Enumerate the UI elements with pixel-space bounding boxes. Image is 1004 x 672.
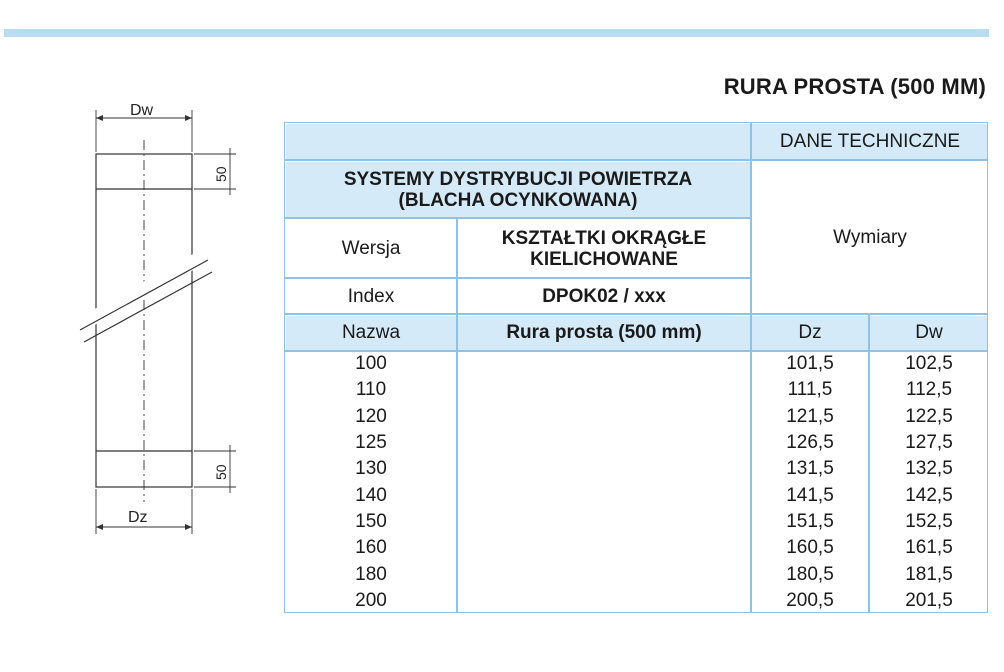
empty-cell (457, 535, 751, 561)
header-blank (285, 123, 751, 161)
nazwa-value: Rura prosta (500 mm) (457, 315, 751, 351)
dz-cell: 121,5 (751, 404, 869, 430)
dw-cell: 102,5 (869, 351, 989, 377)
wersja-label: Wersja (285, 219, 457, 279)
dz-cell: 111,5 (751, 377, 869, 403)
table-row (285, 456, 989, 482)
empty-cell (457, 482, 751, 508)
size-cell: 110 (285, 377, 457, 403)
index-value: DPOK02 / xxx (457, 279, 751, 315)
dw-label: Dw (130, 102, 154, 119)
dane-techniczne-header: DANE TECHNICZNE (751, 123, 989, 161)
table-row (285, 351, 989, 377)
size-cell: 150 (285, 509, 457, 535)
column-dw-header: Dw (869, 315, 989, 351)
table-row (285, 509, 989, 535)
break-line-1 (80, 260, 208, 330)
size-cell: 130 (285, 456, 457, 482)
wersja-line-1: KSZTAŁTKI OKRĄGŁE (501, 228, 707, 249)
dz-cell: 160,5 (751, 535, 869, 561)
size-cell: 180 (285, 561, 457, 587)
size-cell: 125 (285, 430, 457, 456)
spec-table (284, 122, 990, 615)
dz-cell: 180,5 (751, 561, 869, 587)
wersja-line-2: KIELICHOWANE (530, 249, 678, 270)
empty-cell (457, 404, 751, 430)
size-rows (285, 351, 989, 614)
dim-top-50: 50 (213, 166, 229, 182)
wymiary-header: Wymiary (751, 161, 989, 315)
empty-cell (457, 509, 751, 535)
empty-cell (457, 588, 751, 614)
empty-cell (457, 430, 751, 456)
dw-cell: 112,5 (869, 377, 989, 403)
nazwa-label: Nazwa (285, 315, 457, 351)
size-cell: 120 (285, 404, 457, 430)
empty-cell (457, 351, 751, 377)
dz-cell: 200,5 (751, 588, 869, 614)
table-row (285, 588, 989, 614)
dz-cell: 141,5 (751, 482, 869, 508)
table-row (285, 404, 989, 430)
index-label: Index (285, 279, 457, 315)
dw-cell: 181,5 (869, 561, 989, 587)
column-dz-header: Dz (751, 315, 869, 351)
empty-cell (457, 377, 751, 403)
dz-cell: 101,5 (751, 351, 869, 377)
dz-label: Dz (128, 509, 148, 526)
top-accent-bar (4, 29, 989, 37)
empty-cell (457, 456, 751, 482)
dw-cell: 122,5 (869, 404, 989, 430)
dw-cell: 127,5 (869, 430, 989, 456)
table-row (285, 430, 989, 456)
size-cell: 160 (285, 535, 457, 561)
dz-cell: 126,5 (751, 430, 869, 456)
size-cell: 100 (285, 351, 457, 377)
dim-bottom-50: 50 (213, 464, 229, 480)
dz-cell: 151,5 (751, 509, 869, 535)
system-header (285, 161, 751, 219)
dz-cell: 131,5 (751, 456, 869, 482)
dw-cell: 161,5 (869, 535, 989, 561)
table-row (285, 561, 989, 587)
page-title: RURA PROSTA (500 MM) (723, 74, 986, 99)
table-row (285, 377, 989, 403)
dw-cell: 142,5 (869, 482, 989, 508)
dw-cell: 152,5 (869, 509, 989, 535)
size-cell: 140 (285, 482, 457, 508)
table-row (285, 482, 989, 508)
dw-cell: 132,5 (869, 456, 989, 482)
wersja-value (457, 219, 751, 279)
table-row (285, 535, 989, 561)
dw-cell: 201,5 (869, 588, 989, 614)
size-cell: 200 (285, 588, 457, 614)
empty-cell (457, 561, 751, 587)
pipe-technical-drawing (70, 96, 250, 546)
system-line-1: SYSTEMY DYSTRYBUCJI POWIETRZA (343, 169, 693, 190)
system-line-2: (BLACHA OCYNKOWANA) (398, 190, 638, 211)
